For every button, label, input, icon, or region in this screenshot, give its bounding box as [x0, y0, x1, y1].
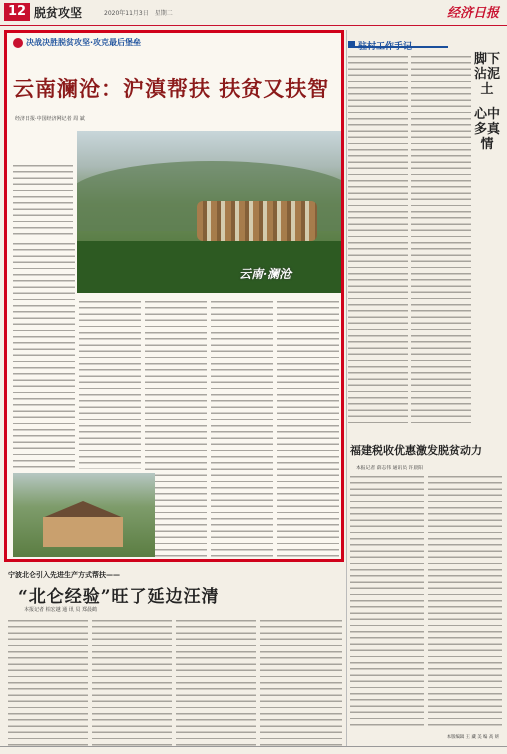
new-house-photo: [13, 473, 155, 557]
bottom-kicker: 宁波北仑引入先进生产方式帮扶——: [8, 571, 120, 579]
column-headline-line-1: 脚下沾泥土: [474, 52, 501, 97]
column-tag-label: 驻村工作手记: [358, 42, 413, 52]
feature-headline[interactable]: 云南澜沧：沪滇帮扶 扶贫又扶智: [13, 76, 330, 101]
body-column: [13, 241, 75, 469]
tax-body-column: [350, 474, 424, 728]
publication-date: 2020年11月3日 星期二: [104, 10, 173, 17]
bottom-article[interactable]: [4, 566, 346, 750]
bottom-body-column: [92, 618, 172, 746]
intro-summary: [13, 163, 73, 237]
emblem-icon: [13, 38, 23, 48]
section-name: 脱贫攻坚: [34, 6, 83, 20]
photo-credit: 本报记者 周 斌摄: [115, 559, 146, 562]
page-footer: [0, 746, 507, 754]
tax-article[interactable]: [350, 432, 503, 750]
column-headline[interactable]: [474, 52, 500, 152]
bottom-body-column: [8, 618, 88, 746]
tax-body-column: [428, 474, 502, 728]
column-icon: [348, 41, 355, 48]
bottom-byline: 本报记者 柏宏越 通 讯 员 郑晨鹤: [24, 607, 97, 613]
column-sidebar: [348, 30, 503, 430]
body-column: [79, 299, 141, 469]
feature-article[interactable]: [4, 30, 344, 562]
column-divider: [346, 30, 347, 746]
campaign-banner: [13, 37, 141, 48]
column-text: [411, 54, 471, 424]
masthead-logo: 经济日报: [446, 6, 499, 21]
column-text: [348, 54, 408, 424]
body-column: [211, 299, 273, 559]
campaign-label: 决战决胜脱贫攻坚·攻克最后堡垒: [26, 38, 142, 47]
tax-byline: 本报记者 薛志伟 通讯员 许晨阳: [356, 466, 423, 471]
column-headline-line-2: 心中多真情: [474, 107, 501, 152]
bottom-headline[interactable]: “北仑经验”旺了延边汪清: [18, 587, 220, 607]
bottom-body-column: [176, 618, 256, 746]
mountain-village-photo: [77, 131, 341, 293]
feature-byline: 经济日报·中国经济网记者 周 斌: [15, 116, 85, 122]
photo-caption: 澜沧县竹塘乡老达保村村民们喜迁新居。: [13, 559, 85, 562]
column-tag: [348, 34, 448, 52]
body-column: [277, 299, 339, 559]
page-editors: 本版编辑 王 藏 美 编 高 妍: [446, 735, 499, 740]
page-number: 12: [4, 3, 30, 21]
bottom-body-column: [260, 618, 342, 746]
tax-headline[interactable]: 福建税收优惠激发脱贫动力: [350, 444, 482, 457]
page-header: [0, 0, 507, 26]
photo-overlay-caption: 云南·澜沧: [239, 267, 292, 281]
